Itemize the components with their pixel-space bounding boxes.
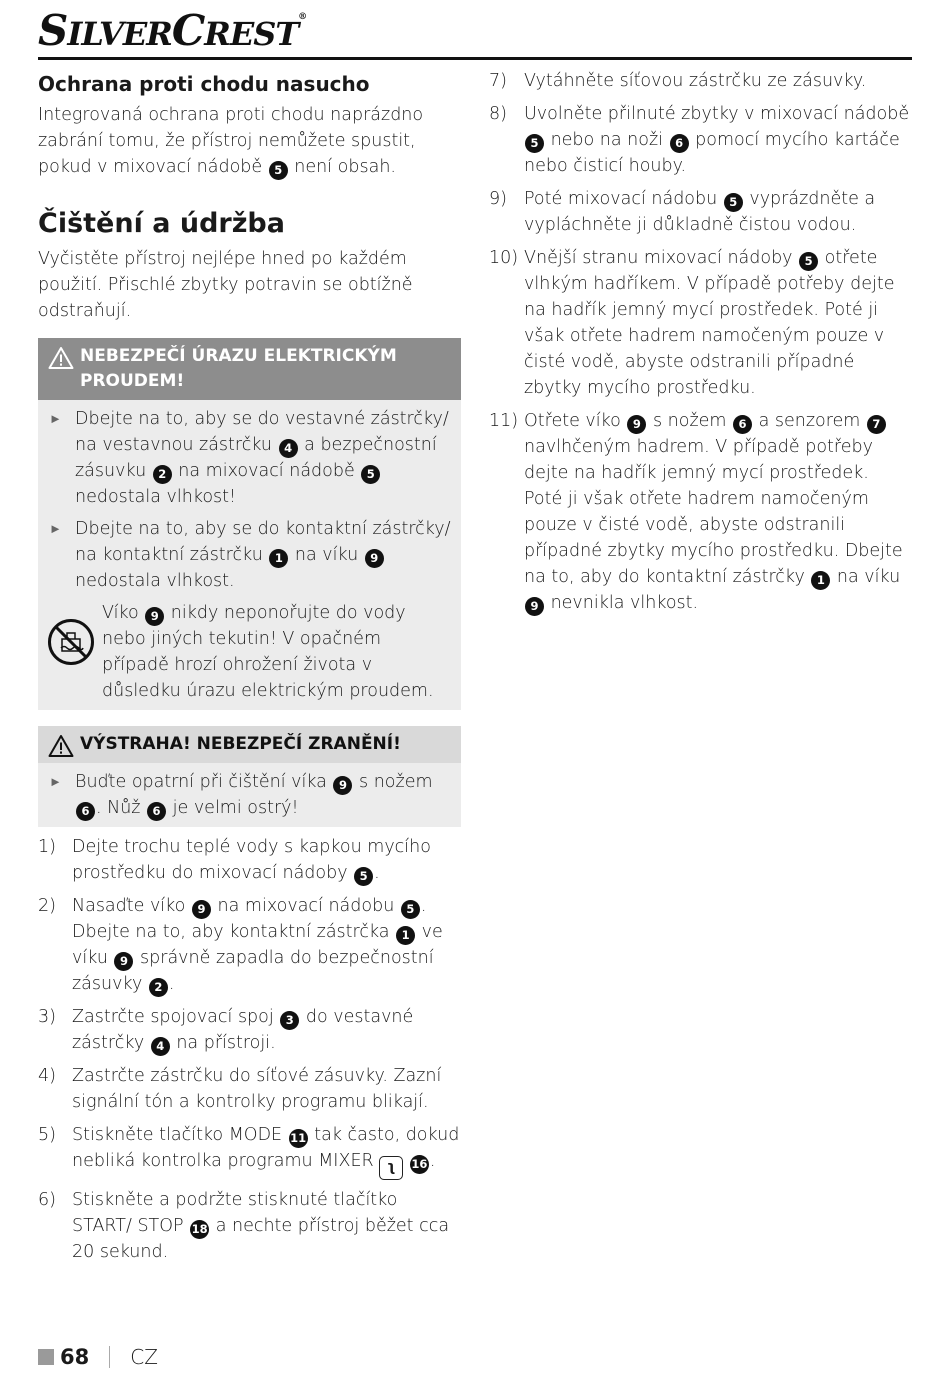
ref-number: 9 <box>114 952 133 971</box>
mixer-program-icon: ʅ <box>379 1156 403 1180</box>
warning-triangle-icon <box>48 346 74 370</box>
ref-number: 1 <box>396 926 415 945</box>
warning-bullet: ► Dbejte na to, aby se do vestavné zástrčky/ na vestavnou zástrčku 4 a bezpečnostní zásuvku 2 na mixovací nádobě 5 nedostala vlhkost! <box>49 409 449 507</box>
ref-number: 2 <box>153 465 172 484</box>
left-column <box>38 66 461 1265</box>
ref-number: 5 <box>724 193 743 212</box>
warning-bullet: ► Buďte opatrní při čištění víka 9 s nožem 6 . Nůž 6 je velmi ostrý! <box>38 769 461 821</box>
step-5: 5) Stiskněte tlačítko MODE 11 tak často, dokud nebliká kontrolka programu MIXER ʅ 16 . <box>38 1122 461 1180</box>
footer-divider <box>109 1346 110 1368</box>
language-code: CZ <box>130 1345 158 1369</box>
step-1: 1) Dejte trochu teplé vody s kapkou mycího prostředku do mixovací nádoby 5 . <box>38 834 461 886</box>
ref-number: 5 <box>401 900 420 919</box>
ref-number: 7 <box>867 415 886 434</box>
ref-number: 2 <box>149 978 168 997</box>
warning-triangle-icon <box>48 734 74 758</box>
step-3: 3) Zastrčte spojovací spoj 3 do vestavné zástrčky 4 na přístroji. <box>38 1004 461 1056</box>
step-9: 9) Poté mixovací nádobu 5 vyprázdněte a vypláchněte ji důkladně čistou vodou. <box>489 189 876 235</box>
page-number: 68 <box>60 1345 90 1369</box>
right-column <box>489 66 911 616</box>
step-11: 11) Otřete víko 9 s nožem 6 a senzorem 7 navlhčeným hadrem. V případě potřeby dejte na hadřík jemný mycí prostředek. Poté ji však otřete hadrem namočeným pouze v čisté vodě, abyste odstranili případné zbytky mycího prostředku. Dbejte na to, aby do kontaktní zástrčky 1 na víku 9 nevnikla vlhkost. <box>489 408 911 616</box>
ref-number: 6 <box>670 134 689 153</box>
warning-title: VÝSTRAHA! NEBEZPEČÍ ZRANĚNÍ! <box>38 726 461 763</box>
brand-logo: SILVERCREST® <box>38 6 308 55</box>
ref-number: 6 <box>147 802 166 821</box>
page-marker <box>38 1349 54 1365</box>
immersion-warning: Víko 9 nikdy neponořujte do vody nebo jiných tekutin! V opačném případě hrozí ohrožení života v důsledku úrazu elektrickým proudem. <box>38 600 461 704</box>
ref-number: 11 <box>289 1129 308 1148</box>
ref-number: 4 <box>151 1037 170 1056</box>
ref-number: 9 <box>192 900 211 919</box>
injury-warning-box <box>38 726 461 827</box>
ref-number: 4 <box>279 439 298 458</box>
section-heading: Čištění a údržba <box>38 208 285 239</box>
ref-number: 1 <box>811 571 830 590</box>
step-10: 10) Vnější stranu mixovací nádoby 5 otřete vlhkým hadříkem. V případě potřeby dejte na hadřík jemný mycí prostředek. Poté ji však otřete hadrem namočeným pouze v čisté vodě, abyste odstranili případné zbytky mycího prostředku. <box>489 248 895 398</box>
header-rule <box>38 57 912 60</box>
ref-number: 5 <box>269 161 288 180</box>
ref-number: 6 <box>733 415 752 434</box>
ref-number: 6 <box>76 802 95 821</box>
dry-run-text: Integrovaná ochrana proti chodu naprázdno zabrání tomu, že přístroj nemůžete spustit, pokud v mixovací nádobě 5 není obsah. <box>38 102 461 180</box>
page-footer <box>38 1345 158 1371</box>
dry-run-heading: Ochrana proti chodu nasucho <box>38 72 370 96</box>
step-4: 4) Zastrčte zástrčku do síťové zásuvky. Zazní signální tón a kontrolky programu blikají. <box>38 1066 442 1112</box>
ref-number: 9 <box>365 549 384 568</box>
warning-title: NEBEZPEČÍ ÚRAZU ELEKTRICKÝM PROUDEM! <box>38 338 461 400</box>
ref-number: 5 <box>361 465 380 484</box>
ref-number: 3 <box>280 1011 299 1030</box>
step-7: 7) Vytáhněte síťovou zástrčku ze zásuvky. <box>489 71 867 91</box>
ref-number: 5 <box>525 134 544 153</box>
step-8: 8) Uvolněte přilnuté zbytky v mixovací nádobě 5 nebo na noži 6 pomocí mycího kartáče nebo čisticí houby. <box>489 104 910 176</box>
intro-text: Vyčistěte přístroj nejlépe hned po každém použití. Přischlé zbytky potravin se obtížně odstraňují. <box>38 249 413 321</box>
no-immersion-icon <box>47 618 95 666</box>
triangle-bullet-icon: ► <box>49 412 62 427</box>
ref-number: 18 <box>190 1220 209 1239</box>
step-2: 2) Nasaďte víko 9 na mixovací nádobu 5 . Dbejte na to, aby kontaktní zástrčka 1 ve víku 9 správně zapadla do bezpečnostní zásuvky 2 . <box>38 893 461 997</box>
ref-number: 16 <box>410 1155 429 1174</box>
ref-number: 9 <box>333 776 352 795</box>
ref-number: 9 <box>627 415 646 434</box>
triangle-bullet-icon: ► <box>49 775 62 790</box>
step-6: 6) Stiskněte a podržte stisknuté tlačítko START/ STOP 18 a nechte přístroj běžet cca 20 sekund. <box>38 1190 450 1262</box>
ref-number: 1 <box>269 549 288 568</box>
warning-bullet: ► Dbejte na to, aby se do kontaktní zástrčky/ na kontaktní zástrčku 1 na víku 9 nedostala vlhkost. <box>49 519 451 591</box>
triangle-bullet-icon: ► <box>49 522 62 537</box>
ref-number: 5 <box>354 867 373 886</box>
electric-shock-warning-box <box>38 338 461 710</box>
ref-number: 9 <box>145 607 164 626</box>
ref-number: 5 <box>799 252 818 271</box>
ref-number: 9 <box>525 597 544 616</box>
